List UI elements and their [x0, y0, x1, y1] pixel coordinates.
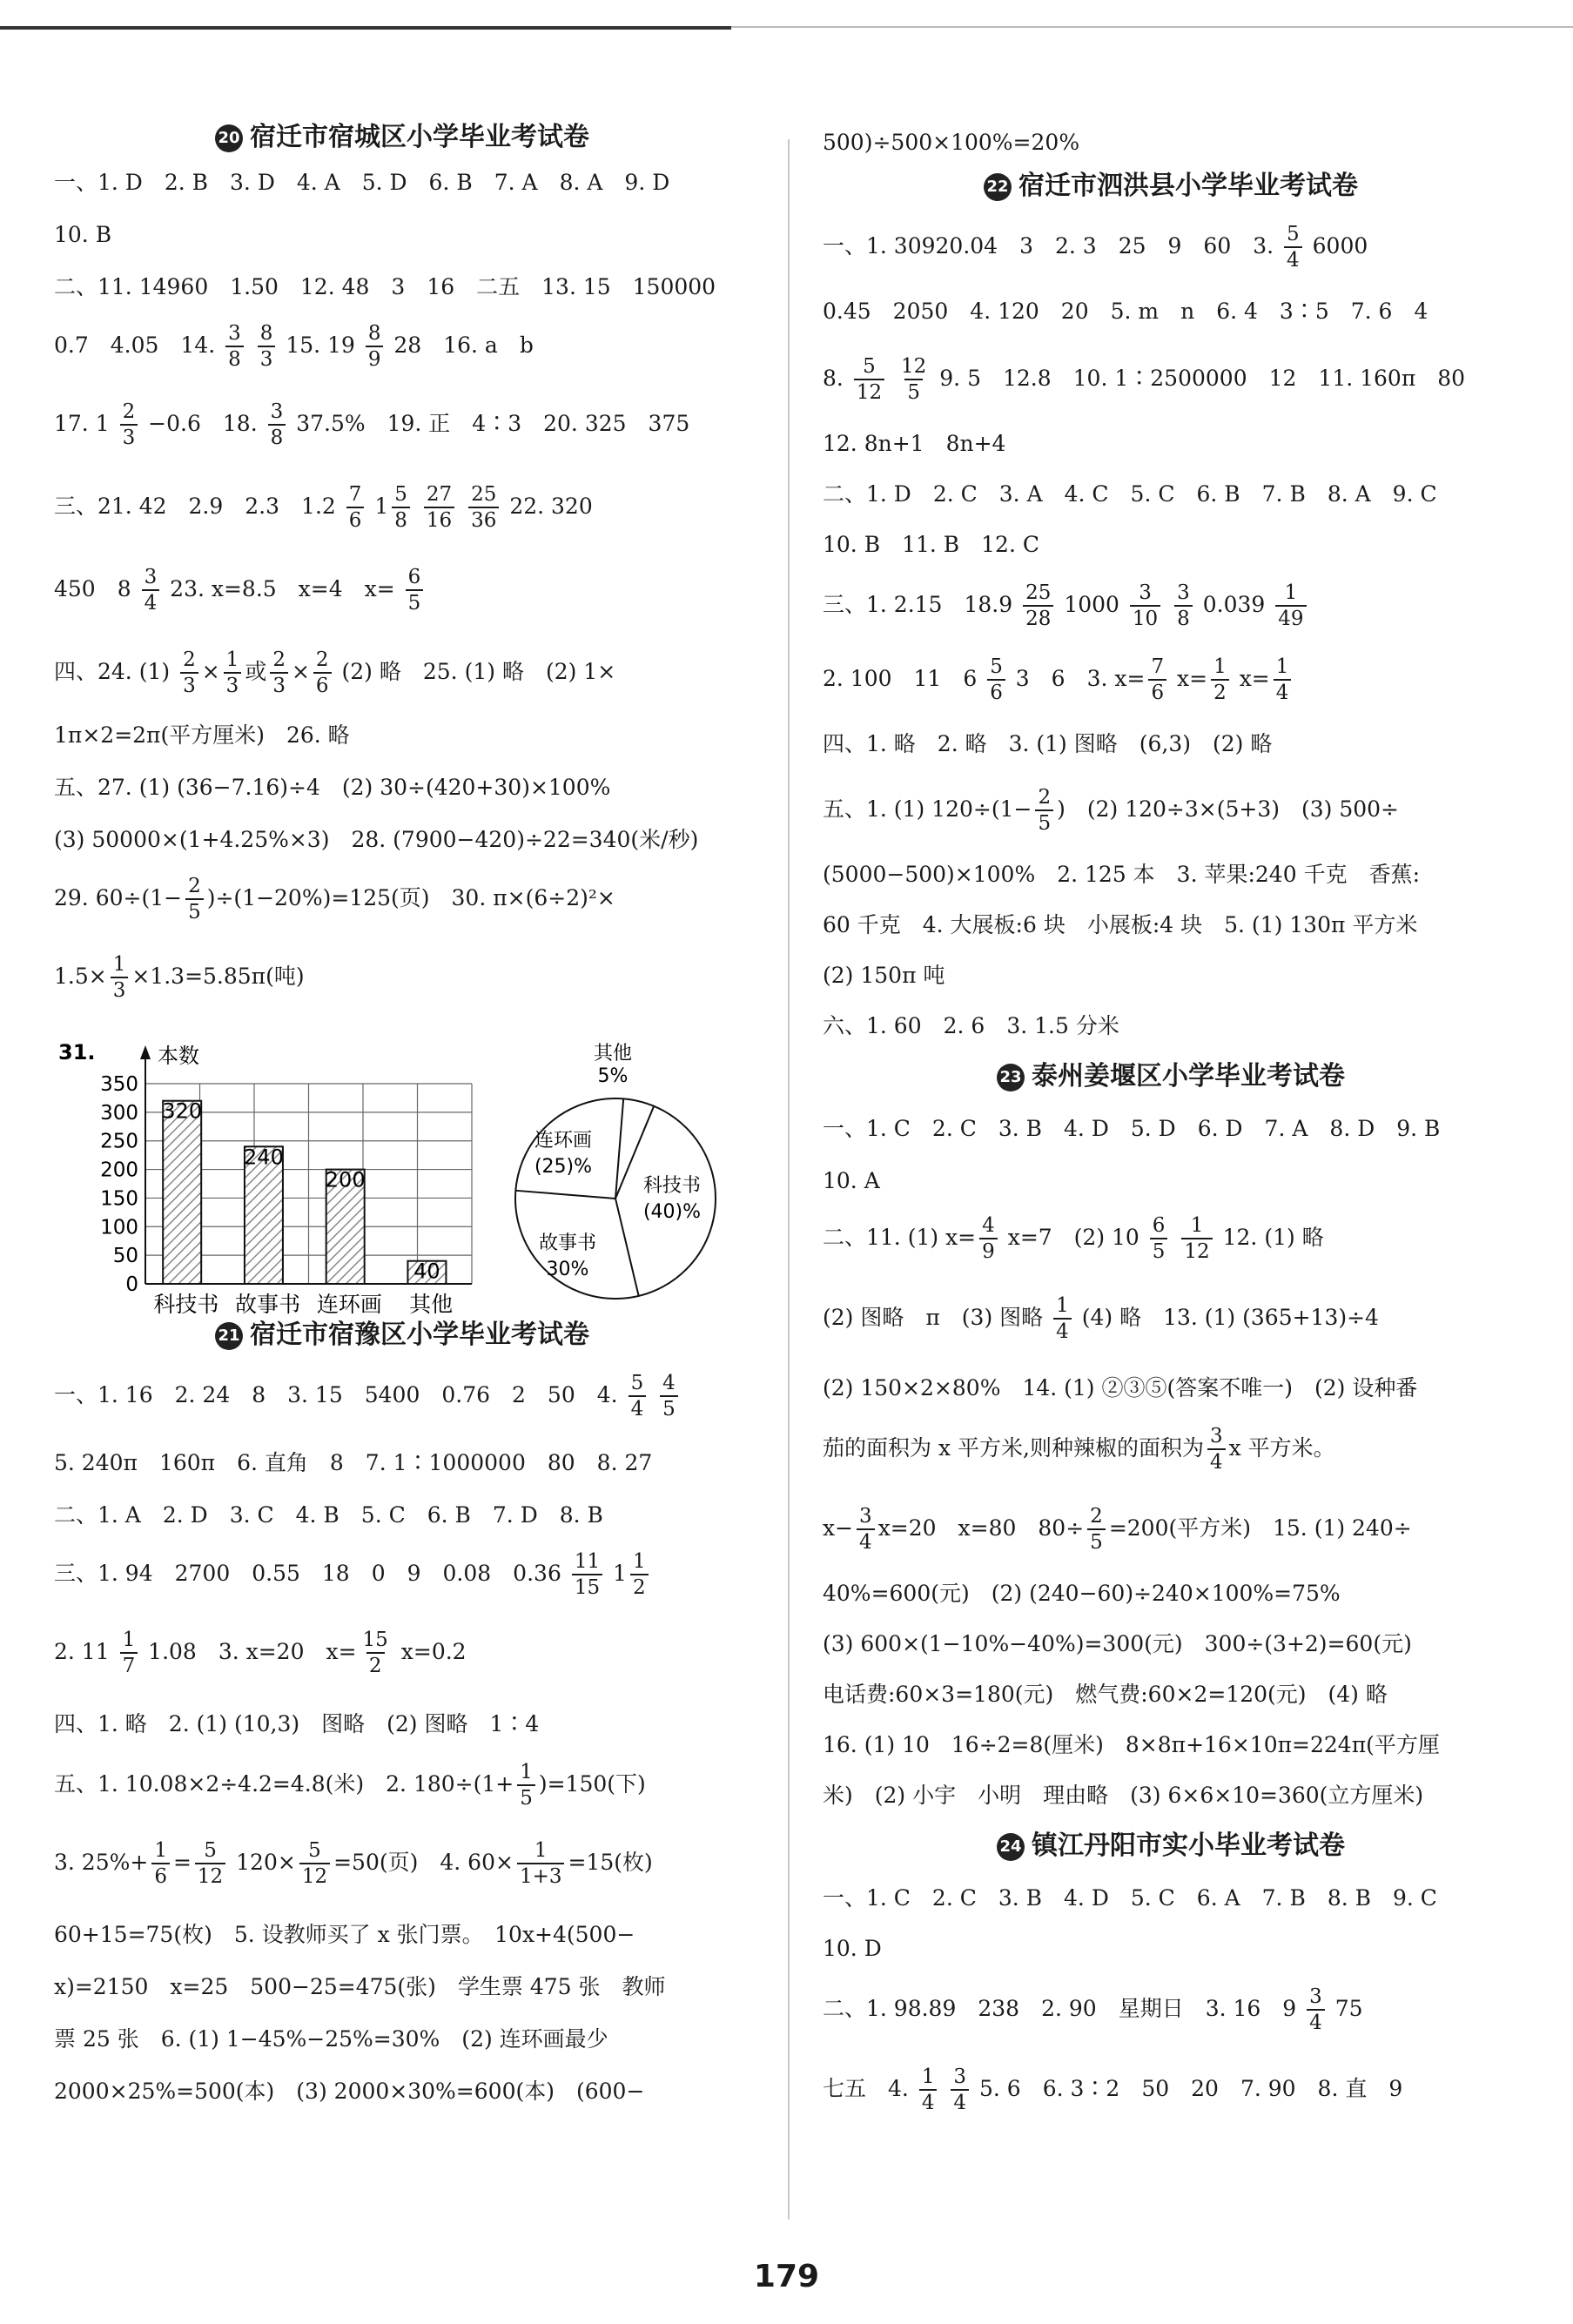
answer-line — [823, 1987, 1519, 2067]
answer-line — [823, 529, 1519, 583]
answer-line — [823, 1883, 1519, 1933]
answer-line — [54, 2024, 750, 2076]
answer-line — [823, 1578, 1519, 1629]
answer-text: 1.5× — [54, 964, 107, 989]
pie-slice-value: (40)% — [642, 1201, 702, 1223]
question-31-charts — [54, 1033, 750, 1316]
fraction: $\frac{1}{5}$ — [517, 1763, 535, 1809]
answer-text: 一、1. D 2. B 3. D 4. A 5. D 6. B 7. A 8. A 9. D — [54, 170, 670, 195]
answer-text: 3 6 3. x= — [1015, 666, 1146, 691]
pie-slice-value: (25)% — [534, 1156, 593, 1178]
fraction: $\frac{1}{3}$ — [224, 650, 242, 696]
x-tick-label: 连环画 — [316, 1292, 382, 1316]
fraction: $\frac{5}{4}$ — [629, 1374, 647, 1420]
answer-line — [823, 1216, 1519, 1296]
y-tick-label: 100 — [100, 1216, 138, 1239]
fraction: $\frac{5}{12}$ — [299, 1841, 330, 1887]
chart-svg — [54, 1033, 750, 1316]
fraction: $\frac{25}{28}$ — [1023, 583, 1053, 629]
pie-chart — [515, 1043, 716, 1299]
answer-line — [823, 1427, 1519, 1507]
answer-text: =50(页) 4. 60× — [333, 1850, 514, 1875]
answer-text: 75 — [1334, 1996, 1363, 2021]
answer-text: 16. (1) 10 16÷2=8(厘米) 8×8π+16×10π=224π(平方厘 — [823, 1732, 1440, 1757]
fraction: $\frac{4}{5}$ — [660, 1374, 678, 1420]
answer-line — [54, 1552, 750, 1630]
answer-line — [54, 955, 750, 1024]
pie-slice-value: 5% — [597, 1065, 629, 1087]
section-title-text: 宿迁市泗洪县小学毕业考试卷 — [1018, 171, 1358, 201]
answer-text: x=0.2 — [400, 1639, 467, 1664]
answer-text: 9. 5 12.8 10. 1∶2500000 12 11. 160π 80 — [939, 366, 1466, 391]
section-number-badge: 23 — [997, 1064, 1025, 1091]
answer-text: 二、1. 98.89 238 2. 90 星期日 3. 16 9 — [823, 1996, 1297, 2021]
answer-line — [823, 1730, 1519, 1780]
answer-text: 60 千克 4. 大展板:6 块 小展板:4 块 5. (1) 130π 平方米 — [823, 912, 1418, 937]
answer-line — [823, 1629, 1519, 1679]
answer-line — [823, 1933, 1519, 1987]
fraction: $\frac{8}{9}$ — [366, 324, 384, 370]
answer-line — [54, 1500, 750, 1552]
answer-text: ×1.3=5.85π(吨) — [131, 964, 305, 989]
answer-line — [54, 1447, 750, 1500]
answer-text: 6000 — [1312, 233, 1368, 259]
x-tick-label: 故事书 — [235, 1292, 301, 1316]
answer-line — [823, 296, 1519, 357]
answer-text: 28 16. a b — [393, 332, 534, 358]
section-title-21 — [54, 1320, 750, 1374]
fraction: $\frac{5}{12}$ — [854, 357, 884, 403]
answer-text: 12. 8n+1 8n+4 — [823, 431, 1006, 456]
answer-line — [823, 729, 1519, 788]
answer-line — [54, 219, 750, 272]
section-number-badge: 24 — [997, 1833, 1025, 1861]
y-tick-label: 250 — [100, 1130, 138, 1153]
answer-line — [823, 1507, 1519, 1578]
answer-line — [823, 1679, 1519, 1730]
section-title-23 — [823, 1061, 1519, 1113]
answer-text: 8. — [823, 366, 844, 391]
answer-line — [823, 127, 1519, 171]
fraction: $\frac{1}{1+3}$ — [517, 1841, 565, 1887]
fraction: $\frac{5}{12}$ — [195, 1841, 225, 1887]
answer-text: 37.5% 19. 正 4∶3 20. 325 375 — [296, 411, 690, 436]
fraction: $\frac{3}{8}$ — [268, 402, 286, 448]
fraction: $\frac{2}{5}$ — [1035, 788, 1053, 834]
answer-line — [54, 1709, 750, 1763]
fraction: $\frac{11}{15}$ — [572, 1552, 602, 1598]
fraction: $\frac{4}{9}$ — [979, 1216, 998, 1262]
fraction: $\frac{5}{8}$ — [392, 485, 410, 531]
answer-text: (3) 50000×(1+4.25%×3) 28. (7900−420)÷22=340(米/秒) — [54, 827, 699, 852]
answer-text: x=7 (2) 10 — [1007, 1225, 1139, 1250]
answer-text: 3. 25%+ — [54, 1850, 149, 1875]
y-tick-label: 0 — [125, 1273, 138, 1296]
fraction: $\frac{3}{4}$ — [1207, 1427, 1226, 1473]
answer-text: 60+15=75(枚) 5. 设教师买了 x 张门票。 10x+4(500− — [54, 1922, 635, 1947]
section-number-badge: 22 — [984, 173, 1012, 201]
section-number-badge: 20 — [215, 124, 243, 152]
bar-data-label: 40 — [413, 1259, 440, 1284]
answer-text: 1 — [613, 1561, 627, 1586]
answer-text: × — [291, 659, 310, 684]
bar-chart — [100, 1044, 472, 1316]
y-tick-label: 150 — [100, 1187, 138, 1211]
answer-line — [54, 720, 750, 772]
section-number-badge: 21 — [215, 1322, 243, 1350]
answer-text: × — [201, 659, 220, 684]
answer-text: 二、11. (1) x= — [823, 1225, 977, 1250]
answer-text: 四、24. (1) — [54, 659, 171, 684]
fraction: $\frac{1}{7}$ — [120, 1630, 138, 1676]
pie-slice-label: 其他 — [593, 1043, 633, 1065]
section-title-text: 泰州姜堰区小学毕业考试卷 — [1032, 1061, 1345, 1091]
fraction: $\frac{2}{3}$ — [120, 402, 138, 448]
answer-line — [54, 772, 750, 824]
answer-text: 票 25 张 6. (1) 1−45%−25%=30% (2) 连环画最少 — [54, 2026, 608, 2052]
answer-text: ) (2) 120÷3×(5+3) (3) 500÷ — [1057, 796, 1399, 822]
answer-text: 1000 — [1064, 592, 1119, 617]
answer-text: 一、1. 30920.04 3 2. 3 25 9 60 3. — [823, 233, 1274, 259]
answer-text: 29. 60÷(1− — [54, 885, 183, 910]
fraction: $\frac{6}{5}$ — [406, 568, 424, 614]
answer-text: 一、1. C 2. C 3. B 4. D 5. C 6. A 7. B 8. B 9. C — [823, 1885, 1437, 1911]
answer-text: 2. 100 11 6 — [823, 666, 978, 691]
fraction: $\frac{8}{3}$ — [258, 324, 276, 370]
answer-line — [54, 1630, 750, 1709]
answer-line — [823, 859, 1519, 910]
answer-text: 2. 11 — [54, 1639, 110, 1664]
answer-text: 电话费:60×3=180(元) 燃气费:60×2=120(元) (4) 略 — [823, 1682, 1388, 1707]
fraction: $\frac{5}{4}$ — [1284, 225, 1302, 271]
answer-text: 二、11. 14960 1.50 12. 48 3 16 二五 13. 15 150000 — [54, 274, 716, 299]
fraction: $\frac{1}{4}$ — [919, 2067, 938, 2113]
answer-text: 一、1. C 2. C 3. B 4. D 5. D 6. D 7. A 8. D 9. B — [823, 1116, 1441, 1141]
fraction: $\frac{1}{3}$ — [111, 955, 129, 1001]
answer-text: x 平方米。 — [1228, 1435, 1335, 1461]
pie-slice-label: 连环画 — [534, 1130, 593, 1152]
fraction: $\frac{2}{6}$ — [313, 650, 332, 696]
bar-data-label: 200 — [325, 1167, 366, 1192]
fraction: $\frac{3}{10}$ — [1130, 583, 1160, 629]
answer-line — [823, 1165, 1519, 1216]
answer-line — [54, 650, 750, 720]
answer-text: x− — [823, 1515, 854, 1541]
section-title-20 — [54, 122, 750, 167]
fraction: $\frac{25}{36}$ — [468, 485, 499, 531]
answer-text: 450 8 — [54, 576, 131, 601]
answer-text: 五、1. 10.08×2÷4.2=4.8(米) 2. 180÷(1+ — [54, 1771, 514, 1797]
answer-line — [823, 225, 1519, 296]
fraction: $\frac{2}{5}$ — [1087, 1507, 1106, 1553]
fraction: $\frac{3}{4}$ — [1307, 1987, 1325, 2033]
answer-line — [823, 479, 1519, 529]
fraction: $\frac{2}{3}$ — [270, 650, 288, 696]
answer-text: 三、1. 94 2700 0.55 18 0 9 0.08 0.36 — [54, 1561, 561, 1586]
answer-line — [54, 1763, 750, 1841]
answer-line — [54, 877, 750, 955]
answer-text: 2000×25%=500(本) (3) 2000×30%=600(本) (600− — [54, 2079, 645, 2104]
answer-line — [54, 568, 750, 650]
fraction: $\frac{3}{4}$ — [142, 568, 160, 614]
top-rule — [0, 26, 731, 30]
fraction: $\frac{3}{8}$ — [1174, 583, 1193, 629]
answer-line — [823, 788, 1519, 859]
fraction: $\frac{5}{6}$ — [987, 657, 1005, 703]
answer-text: x= — [1239, 666, 1270, 691]
answer-text: 23. x=8.5 x=4 x= — [170, 576, 395, 601]
section-title-text: 镇江丹阳市实小毕业考试卷 — [1032, 1830, 1345, 1861]
answer-line — [823, 583, 1519, 657]
answer-line — [823, 1373, 1519, 1427]
answer-text: 17. 1 — [54, 411, 110, 436]
answer-text: 500)÷500×100%=20% — [823, 130, 1080, 155]
answer-text: 12. (1) 略 — [1222, 1225, 1324, 1250]
answer-text: 1π×2=2π(平方厘米) 26. 略 — [54, 722, 350, 748]
answer-text: =200(平方米) 15. (1) 240÷ — [1108, 1515, 1412, 1541]
answer-line — [823, 1780, 1519, 1830]
answer-text: 0.039 — [1202, 592, 1266, 617]
answer-text: 或 — [245, 659, 267, 684]
section-title-22 — [823, 171, 1519, 225]
fraction: $\frac{15}{2}$ — [362, 1629, 388, 1677]
answer-line — [54, 272, 750, 324]
left-column — [54, 122, 750, 2128]
answer-text: 0.7 4.05 14. — [54, 332, 216, 358]
answer-text: )÷(1−20%)=125(页) 30. π×(6÷2)²× — [206, 885, 615, 910]
answer-line — [54, 2076, 750, 2128]
answer-text: 四、1. 略 2. (1) (10,3) 图略 (2) 图略 1∶4 — [54, 1711, 540, 1736]
fraction: $\frac{12}{5}$ — [901, 355, 927, 404]
answer-text: 22. 320 — [509, 494, 593, 519]
fraction: $\frac{2}{3}$ — [180, 650, 198, 696]
question-number: 31. — [58, 1040, 96, 1065]
answer-text: 10. B 11. B 12. C — [823, 532, 1039, 557]
answer-text: 一、1. 16 2. 24 8 3. 15 5400 0.76 2 50 4. — [54, 1382, 618, 1407]
answer-text: 四、1. 略 2. 略 3. (1) 图略 (6,3) (2) 略 — [823, 731, 1273, 756]
fraction: $\frac{1}{12}$ — [1181, 1216, 1212, 1262]
bar — [162, 1098, 203, 1284]
answer-text: 120× — [236, 1850, 296, 1875]
answer-text: (2) 略 25. (1) 略 (2) 1× — [341, 659, 616, 684]
answer-line — [823, 1011, 1519, 1061]
answer-text: (2) 150π 吨 — [823, 963, 945, 988]
fraction: $\frac{1}{2}$ — [1211, 657, 1229, 703]
fraction: $\frac{1}{49}$ — [1275, 583, 1306, 629]
fraction: $\frac{2}{5}$ — [185, 877, 204, 923]
answer-text: x=20 x=80 80÷ — [877, 1515, 1085, 1541]
x-tick-label: 科技书 — [153, 1292, 219, 1316]
y-axis-arrow — [140, 1045, 151, 1059]
answer-text: (2) 图略 π (3) 图略 — [823, 1305, 1044, 1330]
y-tick-label: 200 — [100, 1159, 138, 1182]
answer-text: x= — [1177, 666, 1208, 691]
answer-text: )=150(下) — [538, 1771, 646, 1797]
answer-text: (4) 略 13. (1) (365+13)÷4 — [1081, 1305, 1379, 1330]
y-axis-label: 本数 — [158, 1044, 199, 1068]
pie-slice-value: 30% — [546, 1259, 589, 1280]
fraction: $\frac{1}{2}$ — [630, 1552, 649, 1598]
y-tick-label: 300 — [100, 1101, 138, 1125]
fraction: $\frac{1}{4}$ — [1053, 1296, 1072, 1342]
answer-text: 5. 6 6. 3∶2 50 20 7. 90 8. 直 9 — [979, 2076, 1403, 2101]
answer-text: 米) (2) 小宇 小明 理由略 (3) 6×6×10=360(立方厘米) — [823, 1783, 1424, 1808]
answer-text: =15(枚) — [568, 1850, 653, 1875]
answer-text: 0.45 2050 4. 120 20 5. m n 6. 4 3∶5 7. 6 4 — [823, 299, 1428, 324]
section-title-24 — [823, 1830, 1519, 1883]
answer-line — [823, 428, 1519, 479]
column-divider — [788, 139, 790, 2220]
x-tick-label: 其他 — [409, 1292, 454, 1316]
answer-text: 六、1. 60 2. 6 3. 1.5 分米 — [823, 1013, 1119, 1038]
answer-text: 5. 240π 160π 6. 直角 8 7. 1∶1000000 80 8. 27 — [54, 1450, 653, 1475]
answer-text: (2) 150×2×80% 14. (1) ②③⑤(答案不唯一) (2) 设种番 — [823, 1375, 1418, 1400]
y-tick-label: 350 — [100, 1073, 138, 1096]
pie-slice-label: 故事书 — [538, 1233, 597, 1254]
answer-text: 40%=600(元) (2) (240−60)÷240×100%=75% — [823, 1581, 1341, 1606]
answer-line — [823, 1296, 1519, 1373]
answer-text: 10. D — [823, 1936, 882, 1961]
bar-data-label: 240 — [244, 1145, 284, 1170]
answer-text: 二、1. D 2. C 3. A 4. C 5. C 6. B 7. B 8. A 9. C — [823, 481, 1437, 507]
fraction: $\frac{3}{8}$ — [225, 324, 244, 370]
answer-text: 15. 19 — [286, 332, 355, 358]
answer-text: (5000−500)×100% 2. 125 本 3. 苹果:240 千克 香蕉: — [823, 862, 1420, 887]
fraction: $\frac{1}{4}$ — [1274, 657, 1292, 703]
answer-line — [54, 824, 750, 877]
answer-text: 七五 4. — [823, 2076, 909, 2101]
answer-line — [54, 402, 750, 485]
right-column — [823, 127, 1519, 2139]
answer-text: 茄的面积为 x 平方米,则种辣椒的面积为 — [823, 1435, 1204, 1461]
answer-line — [823, 357, 1519, 428]
answer-text: 10. A — [823, 1168, 880, 1193]
answer-line — [54, 1919, 750, 1971]
answer-text: 10. B — [54, 222, 112, 247]
fraction: $\frac{7}{6}$ — [1148, 657, 1166, 703]
answer-text: 五、27. (1) (36−7.16)÷4 (2) 30÷(420+30)×100% — [54, 775, 611, 800]
answer-line — [54, 485, 750, 568]
answer-line — [823, 2067, 1519, 2139]
answer-text: 二、1. A 2. D 3. C 4. B 5. C 6. B 7. D 8. B — [54, 1502, 603, 1528]
fraction: $\frac{3}{4}$ — [857, 1507, 875, 1553]
section-title-text: 宿迁市宿城区小学毕业考试卷 — [250, 122, 589, 152]
answer-text: 三、21. 42 2.9 2.3 1.2 — [54, 494, 336, 519]
answer-text: x)=2150 x=25 500−25=475(张) 学生票 475 张 教师 — [54, 1974, 666, 1999]
fraction: $\frac{1}{6}$ — [151, 1841, 170, 1887]
fraction: $\frac{27}{16}$ — [424, 485, 454, 531]
y-tick-label: 50 — [112, 1245, 138, 1268]
page-number: 179 — [753, 2259, 820, 2294]
answer-text: (3) 600×(1−10%−40%)=300(元) 300÷(3+2)=60(元) — [823, 1631, 1412, 1656]
answer-text: 1 — [374, 494, 389, 519]
answer-text: −0.6 18. — [148, 411, 258, 436]
answer-line — [54, 1971, 750, 2024]
answer-line — [54, 1841, 750, 1919]
answer-line — [823, 1113, 1519, 1165]
pie-slice-label: 科技书 — [642, 1175, 702, 1197]
answer-text: = — [172, 1850, 192, 1875]
answer-line — [54, 1374, 750, 1447]
fraction: $\frac{3}{4}$ — [951, 2067, 969, 2113]
answer-line — [823, 910, 1519, 960]
answer-line — [54, 167, 750, 219]
answer-line — [823, 960, 1519, 1011]
answer-line — [823, 657, 1519, 729]
answer-text: 三、1. 2.15 18.9 — [823, 592, 1013, 617]
fraction: $\frac{6}{5}$ — [1150, 1216, 1168, 1262]
answer-line — [54, 324, 750, 402]
answer-text: 五、1. (1) 120÷(1− — [823, 796, 1032, 822]
fraction: $\frac{7}{6}$ — [346, 485, 365, 531]
answer-text: 1.08 3. x=20 x= — [148, 1639, 357, 1664]
bar-data-label: 320 — [162, 1098, 203, 1124]
section-title-text: 宿迁市宿豫区小学毕业考试卷 — [250, 1320, 589, 1350]
top-rule-light — [731, 26, 1573, 28]
